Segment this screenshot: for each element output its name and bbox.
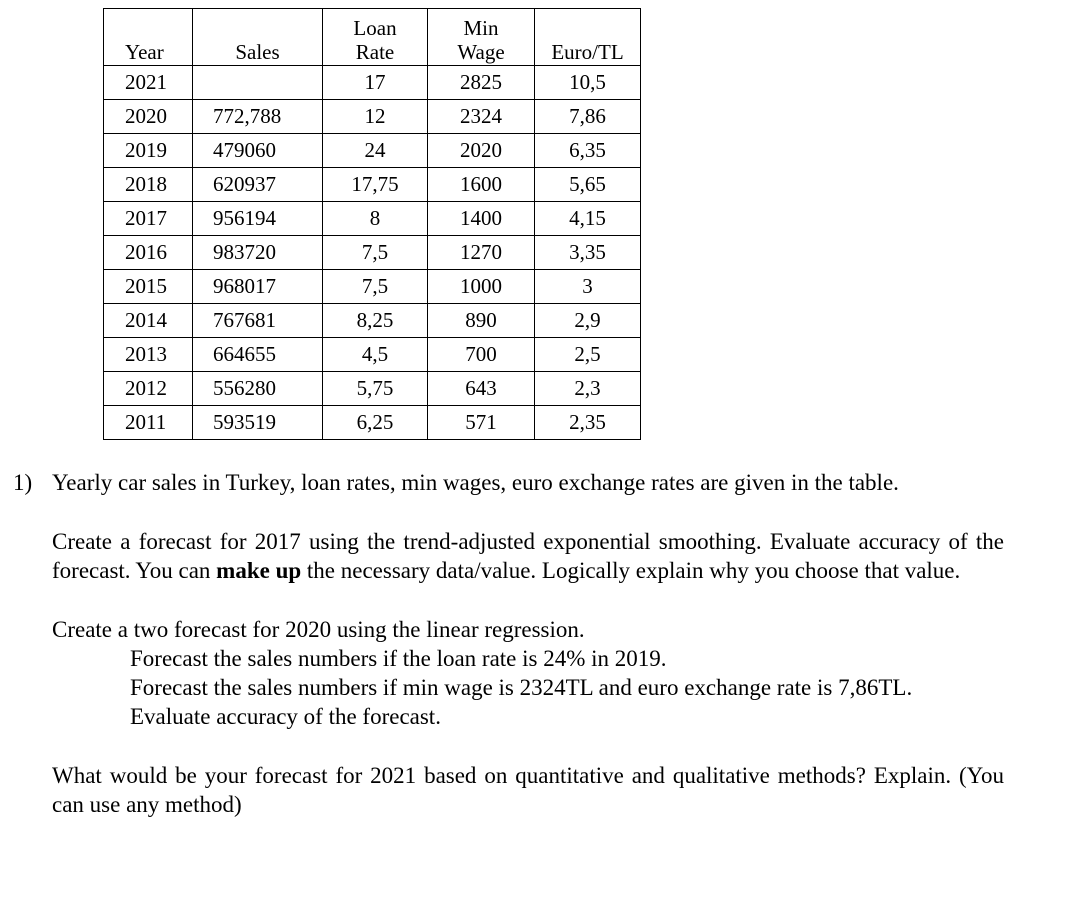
part1-text-b: the necessary data/value. Logically explain why you choose that value. xyxy=(301,558,961,583)
cell-euro-tl: 2,5 xyxy=(535,338,641,372)
table-row xyxy=(104,338,641,372)
cell-year: 2015 xyxy=(104,270,193,304)
cell-year: 2017 xyxy=(104,202,193,236)
question-number: 1) xyxy=(13,470,33,495)
question-part-1 xyxy=(0,527,1004,585)
cell-loan-rate: 24 xyxy=(323,134,428,168)
table-row xyxy=(104,100,641,134)
cell-sales xyxy=(193,66,323,100)
cell-min-wage: 700 xyxy=(428,338,535,372)
cell-year: 2016 xyxy=(104,236,193,270)
cell-loan-rate: 17,75 xyxy=(323,168,428,202)
cell-year: 2020 xyxy=(104,100,193,134)
table-row xyxy=(104,236,641,270)
cell-year: 2013 xyxy=(104,338,193,372)
cell-loan-rate: 7,5 xyxy=(323,236,428,270)
cell-euro-tl: 6,35 xyxy=(535,134,641,168)
cell-euro-tl: 5,65 xyxy=(535,168,641,202)
table-row xyxy=(104,134,641,168)
cell-sales: 593519 xyxy=(193,406,323,440)
cell-sales: 620937 xyxy=(193,168,323,202)
header-loan-rate: Loan Rate xyxy=(323,9,428,66)
cell-loan-rate: 6,25 xyxy=(323,406,428,440)
cell-euro-tl: 4,15 xyxy=(535,202,641,236)
cell-min-wage: 571 xyxy=(428,406,535,440)
cell-euro-tl: 2,3 xyxy=(535,372,641,406)
table-row xyxy=(104,372,641,406)
table-row xyxy=(104,66,641,100)
cell-loan-rate: 12 xyxy=(323,100,428,134)
cell-year: 2011 xyxy=(104,406,193,440)
cell-year: 2019 xyxy=(104,134,193,168)
question-intro-text: Yearly car sales in Turkey, loan rates, min wages, euro exchange rates are given in the table. xyxy=(52,470,899,495)
cell-year: 2012 xyxy=(104,372,193,406)
table-row xyxy=(104,304,641,338)
cell-min-wage: 643 xyxy=(428,372,535,406)
cell-loan-rate: 7,5 xyxy=(323,270,428,304)
cell-min-wage: 1400 xyxy=(428,202,535,236)
cell-min-wage: 890 xyxy=(428,304,535,338)
cell-min-wage: 1600 xyxy=(428,168,535,202)
cell-sales: 556280 xyxy=(193,372,323,406)
cell-min-wage: 1270 xyxy=(428,236,535,270)
cell-sales: 664655 xyxy=(193,338,323,372)
cell-sales: 983720 xyxy=(193,236,323,270)
cell-euro-tl: 2,9 xyxy=(535,304,641,338)
header-sales: Sales xyxy=(193,9,323,66)
cell-loan-rate: 5,75 xyxy=(323,372,428,406)
question-part-3: What would be your forecast for 2021 based on quantitative and qualitative methods? Explain. (You can use any method) xyxy=(52,763,1004,817)
cell-min-wage: 2825 xyxy=(428,66,535,100)
cell-loan-rate: 4,5 xyxy=(323,338,428,372)
cell-loan-rate: 8,25 xyxy=(323,304,428,338)
cell-euro-tl: 2,35 xyxy=(535,406,641,440)
question-part-2-item-2: Forecast the sales numbers if min wage is 2324TL and euro exchange rate is 7,86TL. xyxy=(130,675,913,700)
cell-year: 2018 xyxy=(104,168,193,202)
cell-min-wage: 2020 xyxy=(428,134,535,168)
question-part-2-item-1: Forecast the sales numbers if the loan rate is 24% in 2019. xyxy=(130,646,667,671)
cell-year: 2021 xyxy=(104,66,193,100)
cell-sales: 767681 xyxy=(193,304,323,338)
cell-euro-tl: 3 xyxy=(535,270,641,304)
cell-min-wage: 2324 xyxy=(428,100,535,134)
table-row xyxy=(104,270,641,304)
question-part-2-item-3: Evaluate accuracy of the forecast. xyxy=(130,704,441,729)
cell-loan-rate: 8 xyxy=(323,202,428,236)
question-intro xyxy=(0,468,1002,497)
table-header-row xyxy=(104,9,641,66)
cell-sales: 956194 xyxy=(193,202,323,236)
cell-euro-tl: 10,5 xyxy=(535,66,641,100)
cell-min-wage: 1000 xyxy=(428,270,535,304)
part1-bold-text: make up xyxy=(216,558,302,583)
table-row xyxy=(104,406,641,440)
data-table xyxy=(103,8,641,440)
question-part-2-intro: Create a two forecast for 2020 using the linear regression. xyxy=(52,617,585,642)
cell-loan-rate: 17 xyxy=(323,66,428,100)
cell-sales: 968017 xyxy=(193,270,323,304)
cell-euro-tl: 3,35 xyxy=(535,236,641,270)
table-row xyxy=(104,202,641,236)
cell-sales: 772,788 xyxy=(193,100,323,134)
part1-text-a: Create a forecast for 2017 using the trend-adjusted exponential smoothing. Evaluate accuracy of the forecast. You can xyxy=(52,529,1004,583)
header-year: Year xyxy=(104,9,193,66)
cell-euro-tl: 7,86 xyxy=(535,100,641,134)
question-block xyxy=(0,468,1080,819)
cell-sales: 479060 xyxy=(193,134,323,168)
header-min-wage: Min Wage xyxy=(428,9,535,66)
cell-year: 2014 xyxy=(104,304,193,338)
header-euro-tl: Euro/TL xyxy=(535,9,641,66)
table-row xyxy=(104,168,641,202)
